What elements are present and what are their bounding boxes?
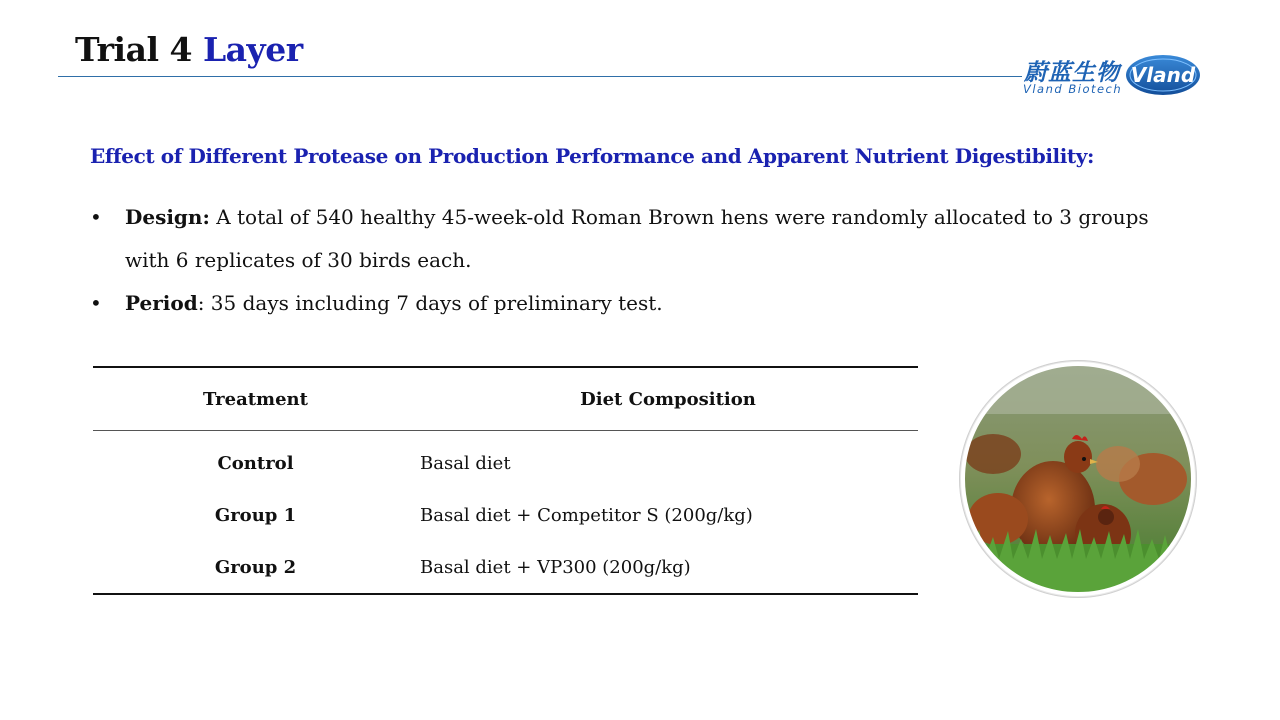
bullet-text: A total of 540 healthy 45-week-old Roman Brown hens were randomly allocated to 3 groups with 6 replicates of 30 birds each. [125, 205, 1149, 272]
treatment-table [93, 366, 918, 595]
table-row [93, 541, 918, 594]
logo-chinese-text: 蔚蓝生物 [1024, 60, 1120, 86]
slide-title [75, 30, 303, 69]
table-row [93, 489, 918, 541]
bullet-dot: • [90, 291, 102, 315]
treatment-cell: Group 1 [214, 504, 297, 526]
diet-cell: Basal diet + VP300 (200g/kg) [418, 541, 918, 594]
logo-badge-text: Vland [1130, 63, 1196, 87]
bullet-label: Design: [125, 205, 210, 229]
company-logo [1020, 50, 1205, 100]
bullet-label: Period [125, 291, 198, 315]
header-treatment: Treatment [93, 367, 418, 431]
diet-cell: Basal diet [420, 452, 511, 474]
bullet-list [90, 196, 1170, 325]
table-row [93, 431, 918, 490]
title-divider [58, 76, 1022, 77]
bullet-design [90, 196, 1170, 282]
section-heading: Effect of Different Protease on Production Performance and Apparent Nutrient Digestibility: [90, 144, 1094, 168]
title-prefix: Trial 4 [75, 30, 192, 69]
treatment-cell: Control [217, 452, 294, 474]
diet-cell: Basal diet + Competitor S (200g/kg) [420, 504, 753, 526]
header-diet-composition: Diet Composition [418, 367, 918, 431]
bullet-text: : 35 days including 7 days of preliminary test. [197, 291, 663, 315]
table-header-row [93, 367, 918, 431]
bullet-period [90, 282, 1170, 325]
title-accent: Layer [202, 30, 303, 69]
logo-badge-icon [1125, 52, 1203, 98]
logo-english-text: Vland Biotech [1023, 82, 1123, 96]
bullet-dot: • [90, 205, 102, 229]
hens-photo [958, 359, 1198, 599]
treatment-cell: Group 2 [93, 541, 418, 594]
